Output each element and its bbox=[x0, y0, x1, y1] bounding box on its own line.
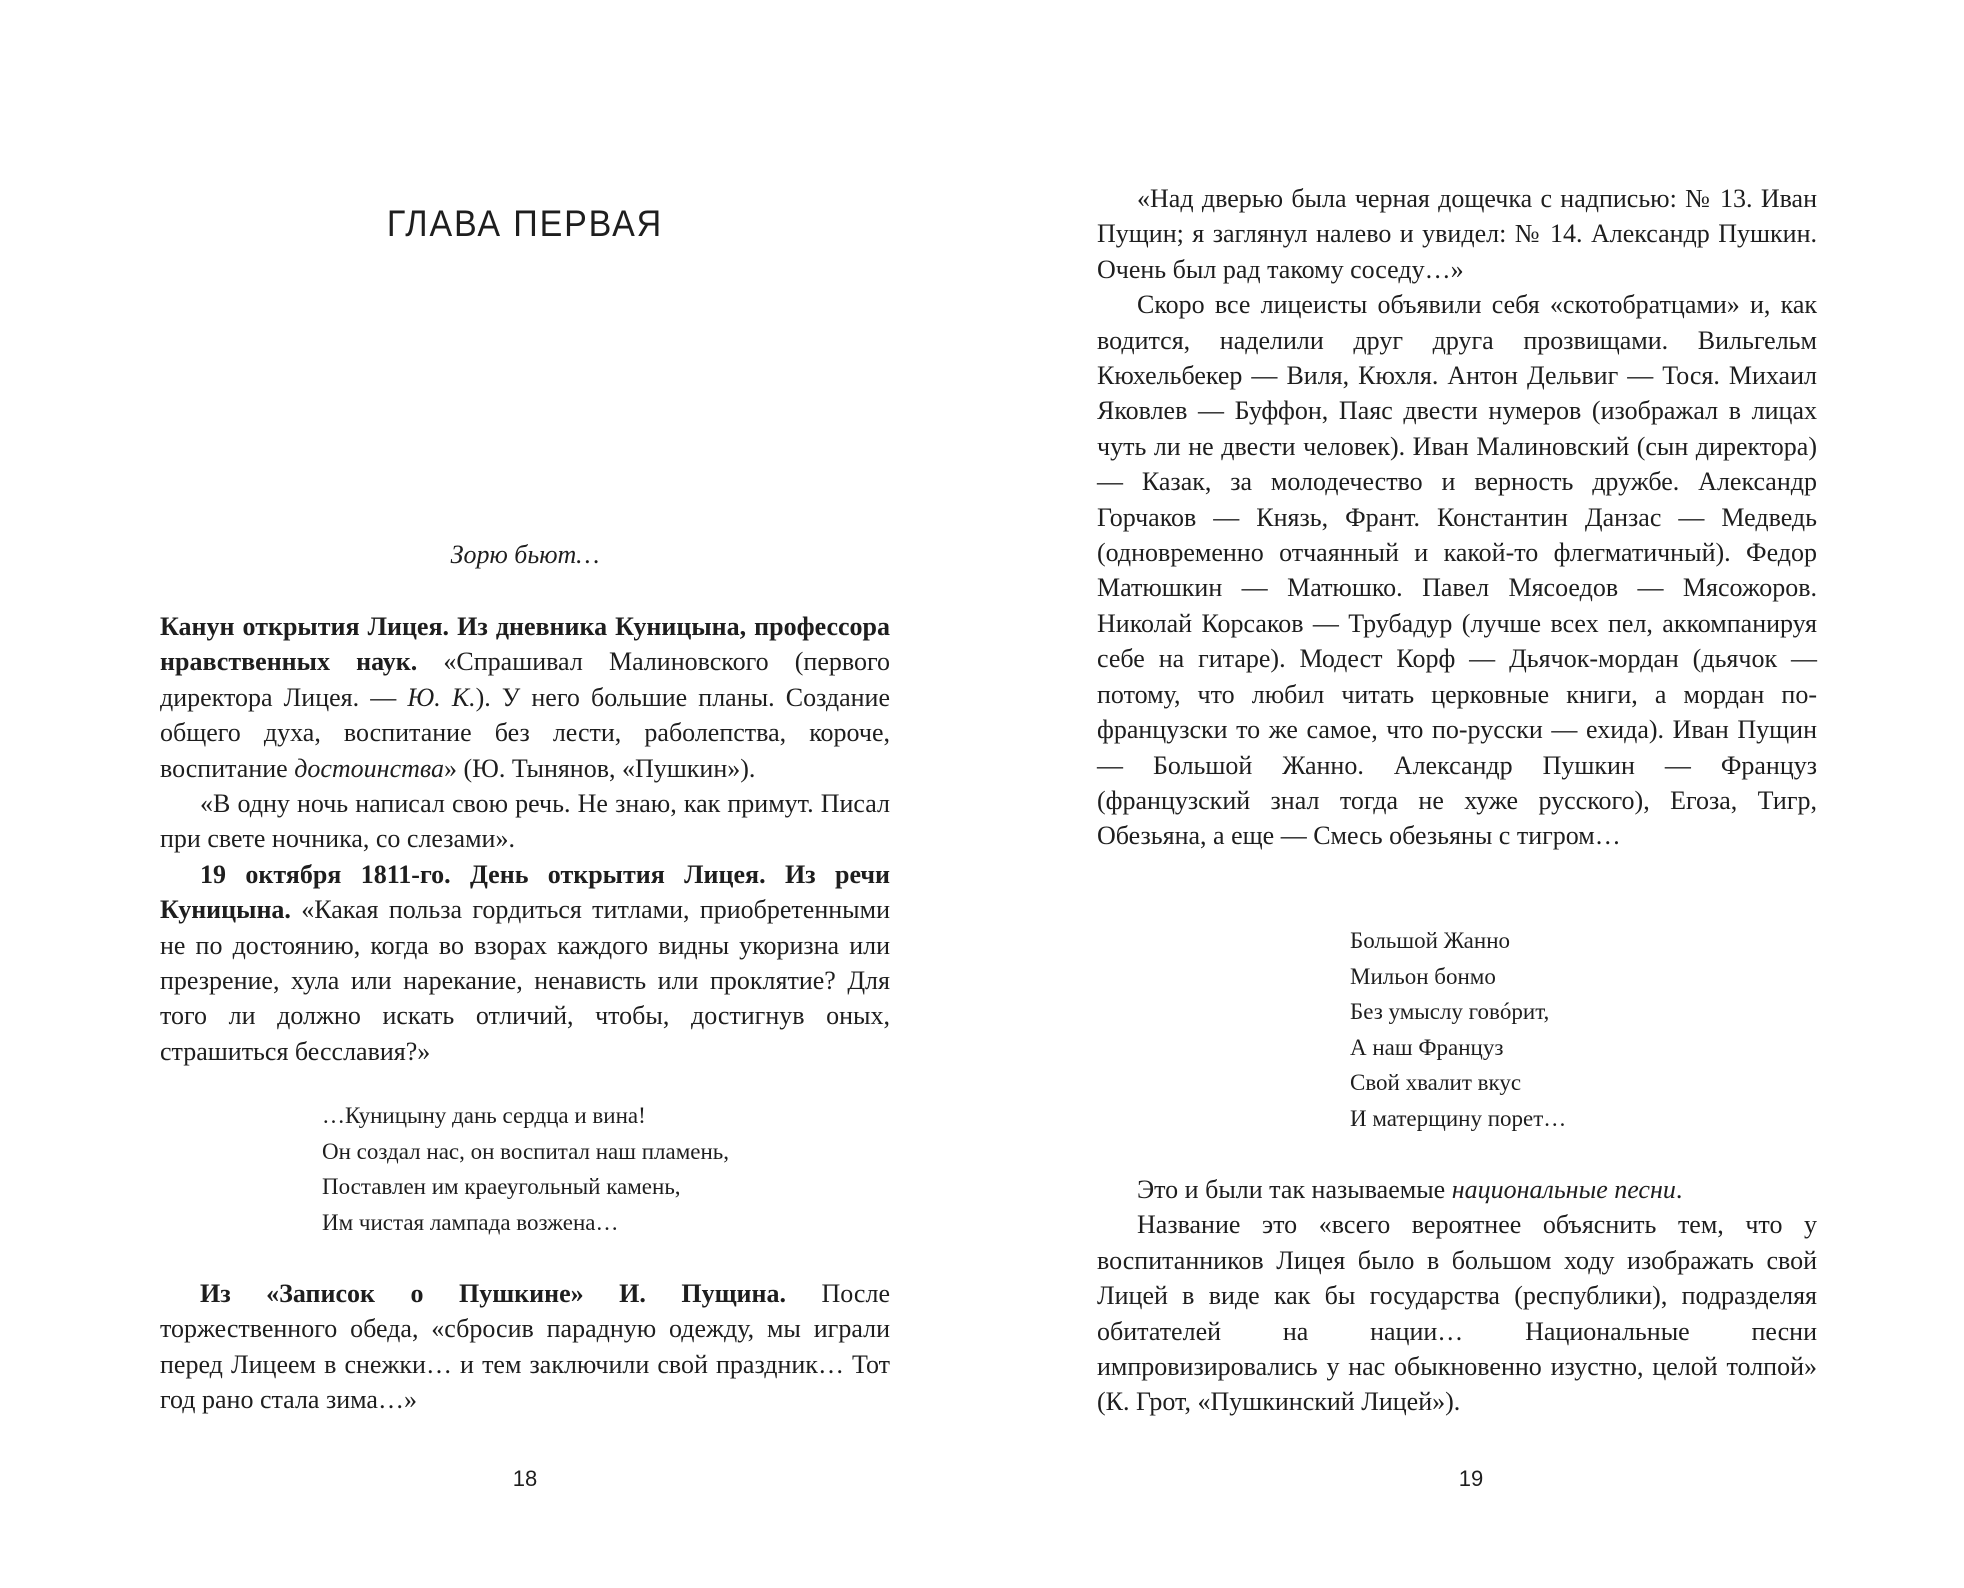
emphasized-word: достоинства bbox=[294, 753, 444, 783]
verse-line: Большой Жанно bbox=[1350, 928, 1511, 953]
entry-eve-heading: Канун открытия Лицея. Из дневника Куницына, профессора нравственных наук. bbox=[160, 612, 890, 677]
entry-pushchin-paragraph bbox=[160, 1276, 890, 1418]
national-songs-intro-end: . bbox=[1675, 1175, 1683, 1204]
section-subtitle: Зорю бьют… bbox=[450, 540, 600, 569]
grot-quote-paragraph: Название это «всего вероятнее объяснить тем, что у воспитанников Лицея было в большом ходу изображать свой Лицей в виде как бы государства (республики), подразделяя обитателей на нации… Национальные песни импровизировались у нас обыкновенно изустно, целой толпой» (К. Грот, «Пушкинский Лицей»). bbox=[1097, 1210, 1817, 1417]
entry-eve-text-c: » (Ю. Тынянов, «Пушкин»). bbox=[444, 753, 756, 783]
entry-eve-text-a: «Спрашивал Малиновского (первого директора Лицея. — bbox=[160, 647, 890, 712]
entry-opening-day-heading: 19 октября 1811-го. День открытия Лицея. Из речи Куницына. bbox=[160, 859, 890, 925]
verse-kunitsyn bbox=[322, 1098, 729, 1240]
entry-eve-of-opening bbox=[160, 609, 890, 1069]
verse-line: А наш Француз bbox=[1350, 1034, 1504, 1060]
verse-line: Свой хвалит вкус bbox=[1350, 1070, 1522, 1095]
national-songs-text bbox=[1097, 1172, 1817, 1420]
entry-eve-paragraph-2: «В одну ночь написал свою речь. Не знаю, как примут. Писал при свете ночника, со слезами». bbox=[160, 789, 890, 854]
entry-opening-day-text: «Какая польза гордиться титлами, приобретенными не по достоянию, когда во взорах каждого видны укоризна или презрение, хула или нарекание, ненависть или проклятие? Для того ли должно искать отличий, чтобы, достигнув оных, страшиться бесславия?» bbox=[160, 895, 890, 1066]
entry-eve-paragraph bbox=[160, 609, 890, 786]
verse-line: Без умыслу говóрит, bbox=[1350, 999, 1550, 1024]
national-songs-term: национальные песни bbox=[1451, 1175, 1676, 1204]
entry-pushchin-notes bbox=[160, 1276, 890, 1418]
entry-eve-text-b: ). У него большие планы. Создание общего духа, воспитание без лести, раболепства, короче, воспитание bbox=[160, 682, 891, 783]
entry-pushchin-heading: Из «Записок о Пушкине» И. Пущина. bbox=[200, 1279, 787, 1308]
entry-opening-day-paragraph bbox=[160, 857, 890, 1069]
right-page bbox=[982, 0, 1964, 1588]
verse-line: Он создал нас, он воспитал наш пламень, bbox=[322, 1138, 730, 1164]
verse-line: Поставлен им краеугольный камень, bbox=[322, 1174, 681, 1199]
verse-line: …Куницыну дань сердца и вина! bbox=[322, 1103, 646, 1128]
author-initials: Ю. К. bbox=[407, 682, 476, 712]
nicknames-text bbox=[1097, 181, 1817, 854]
national-songs-intro-text: Это и были так называемые bbox=[1137, 1175, 1452, 1204]
national-songs-intro bbox=[1097, 1172, 1817, 1207]
verse-national-song bbox=[1350, 923, 1566, 1136]
page-number-left: 18 bbox=[512, 1466, 538, 1491]
verse-line: Мильон бонмо bbox=[1350, 963, 1496, 989]
chapter-title: ГЛАВА ПЕРВАЯ bbox=[386, 202, 664, 244]
quote-door-sign: «Над дверью была черная дощечка с надписью: № 13. Иван Пущин; я заглянул налево и увидел: № 14. Александр Пушкин. Очень был рад такому соседу…» bbox=[1097, 184, 1817, 284]
nicknames-paragraph: Скоро все лицеисты объявили себя «скотобратцами» и, как водится, наделили друг друга прозвищами. Вильгельм Кюхельбекер — Виля, Кюхля. Антон Дельвиг — Тося. Михаил Яковлев — Буффон, Паяс двести нумеров (изображал в лицах чуть ли не двести человек). Иван Малиновский (сын директора) — Казак, за молодечество и верность дружбе. Александр Горчаков — Князь, Франт. Константин Данзас — Медведь (одновременно отчаянный и какой-то флегматичный). Федор Матюшкин — Матюшко. Павел Мясоедов — Мясожоров. Николай Корсаков — Трубадур (лучше всех пел, аккомпанируя себе на гитаре). Модест Корф — Дьячок-мордан (дьячок — потому, что любил читать церковные книги, а мордан по-французски то же самое, что по-русски — ехида). Иван Пущин — Большой Жанно. Александр Пушкин — Француз (французский знал тогда не хуже русского), Егоза, Тигр, Обезьяна, а еще — Смесь обезьяны с тигром… bbox=[1097, 290, 1817, 851]
verse-line: И матерщину порет… bbox=[1350, 1105, 1567, 1131]
verse-line: Им чистая лампада возжена… bbox=[322, 1209, 619, 1235]
page-number-right: 19 bbox=[1458, 1466, 1484, 1491]
entry-pushchin-text: После торжественного обеда, «сбросив парадную одежду, мы играли перед Лицеем в снежки… и тем заключили свой праздник… Тот год рано стала зима…» bbox=[160, 1279, 890, 1415]
